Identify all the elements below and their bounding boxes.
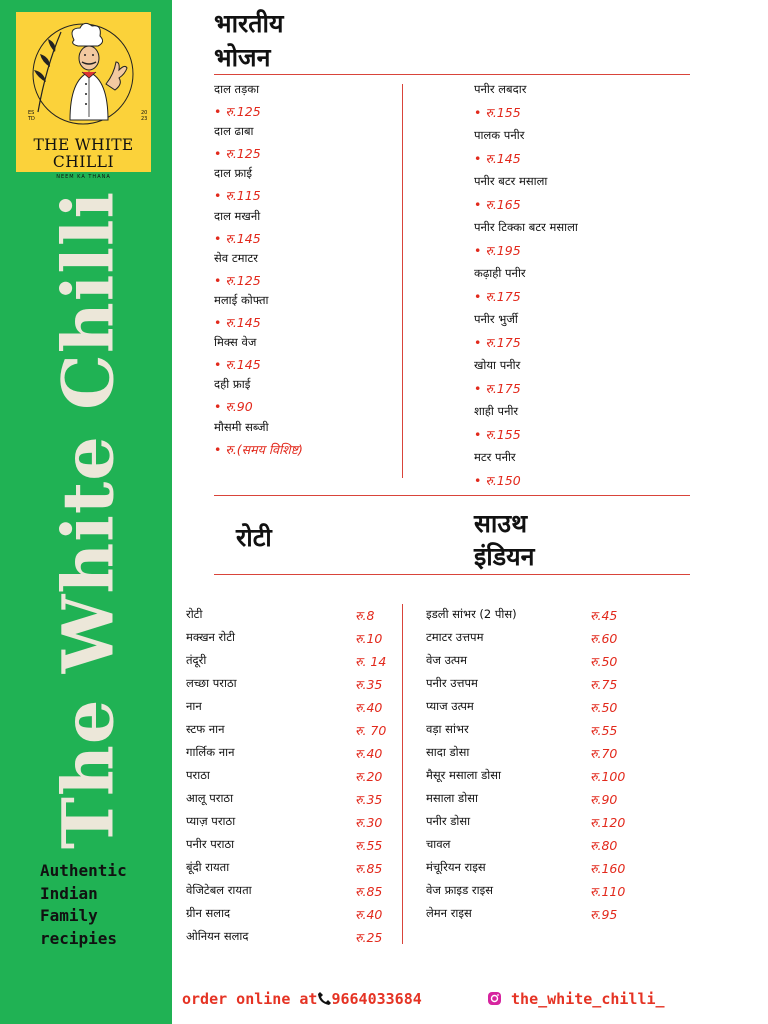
menu-item-name: ओनियन सलाद <box>186 929 249 943</box>
menu-item-price: रु.120 <box>590 815 626 830</box>
menu-item-name: मटर पनीर <box>474 450 516 464</box>
menu-item-name: दाल फ्राई <box>214 166 253 181</box>
order-online-line <box>182 990 422 1010</box>
menu-item-price: • रु.155 <box>474 105 521 120</box>
menu-item-price: • रु.165 <box>474 197 521 212</box>
menu-item-price: रु.85 <box>355 861 383 876</box>
menu-item-name: शाही पनीर <box>474 404 519 418</box>
south-section-title-line2: इंडियन <box>474 542 535 571</box>
menu-item-price: रु.25 <box>355 930 383 945</box>
menu-item-price: • रु.195 <box>474 243 521 258</box>
menu-item-price: • रु.175 <box>474 335 521 350</box>
menu-item-name: प्याज़ पराठा <box>186 814 236 828</box>
menu-item-name: मैसूर मसाला डोसा <box>426 768 501 782</box>
vertical-brand-title: The White Chilli <box>46 190 130 850</box>
tagline-line: recipies <box>40 928 118 948</box>
tagline-line: Indian <box>40 883 98 903</box>
menu-item-name: दाल तड़का <box>214 82 260 96</box>
instagram-line <box>487 990 665 1010</box>
menu-item-name: वेज फ्राइड राइस <box>426 883 493 897</box>
menu-item-price: • रु.145 <box>214 230 261 246</box>
section-divider <box>214 574 690 575</box>
menu-item-name: आलू पराठा <box>186 791 234 805</box>
menu-item-name: ग्रीन सलाद <box>186 906 231 920</box>
restaurant-logo <box>16 12 151 180</box>
menu-item-name: चावल <box>426 837 451 851</box>
menu-item-name: मसाला डोसा <box>426 791 478 805</box>
menu-item-price: रु.55 <box>590 723 618 738</box>
menu-item-price: रु.35 <box>355 677 383 692</box>
menu-item-price: • रु.150 <box>474 473 521 488</box>
logo-name-line1: THE WHITE <box>33 136 134 154</box>
section-divider <box>214 74 690 75</box>
menu-item-price: रु.60 <box>590 631 618 646</box>
menu-item-price: रु.90 <box>590 792 618 807</box>
menu-item-name: पनीर डोसा <box>426 814 471 828</box>
menu-item-price: रु.10 <box>355 631 383 646</box>
menu-item-name: तंदूरी <box>186 653 207 667</box>
menu-item-name: स्टफ नान <box>186 722 225 736</box>
tagline-line: Authentic <box>40 861 127 880</box>
menu-item-name: लेमन राइस <box>426 906 472 920</box>
roti-section-title: रोटी <box>236 523 272 552</box>
menu-item-price: • रु.125 <box>214 146 261 162</box>
menu-item-name: वेजिटेबल रायता <box>186 883 252 897</box>
menu-item-name: पराठा <box>186 768 210 782</box>
menu-item-price: रु.50 <box>590 654 618 669</box>
menu-item-name: मिक्स वेज <box>214 335 257 350</box>
menu-item-price: रु.40 <box>355 907 383 922</box>
menu-item-name: वड़ा सांभर <box>426 722 469 736</box>
menu-item-price: रु.30 <box>355 815 383 830</box>
menu-item-price: रु.45 <box>590 608 618 623</box>
menu-item-name: पनीर भुर्जी <box>474 312 518 326</box>
menu-item-price: • रु.115 <box>214 188 261 204</box>
menu-item-price: रु.55 <box>355 838 383 853</box>
menu-item-name: सेव टमाटर <box>214 250 258 265</box>
menu-item-price: रु.20 <box>355 769 383 784</box>
menu-item-name: पालक पनीर <box>474 128 525 142</box>
menu-item-price: रु.95 <box>590 907 618 922</box>
sidebar <box>0 0 172 1024</box>
menu-item-price: • रु.175 <box>474 289 521 304</box>
menu-item-name: मलाई कोफ्ता <box>214 293 269 307</box>
menu-item-name: इडली सांभर (2 पीस) <box>426 607 517 621</box>
menu-item-name: मंचूरियन राइस <box>426 860 486 874</box>
logo-subtitle: NEEM KA THANA <box>56 174 111 180</box>
section-divider <box>214 495 690 496</box>
menu-item-price: रु.70 <box>590 746 618 761</box>
menu-item-price: रु.85 <box>355 884 383 899</box>
phone-icon <box>317 991 331 1010</box>
logo-name-line2: CHILLI <box>52 153 115 171</box>
indian-section-title-line2: भोजन <box>214 43 271 72</box>
phone-number[interactable]: 9664033684 <box>331 990 422 1008</box>
menu-item-name: नान <box>186 699 202 713</box>
menu-item-price: रु. 70 <box>355 723 387 738</box>
menu-item-price: रु.50 <box>590 700 618 715</box>
menu-item-name: लच्छा पराठा <box>186 676 237 690</box>
column-divider <box>402 604 403 944</box>
menu-item-name: मक्खन रोटी <box>186 630 235 644</box>
menu-item-name: रोटी <box>186 607 203 621</box>
menu-item-name: दही फ्राई <box>214 377 251 392</box>
indian-section-title-line1: भारतीय <box>214 9 284 38</box>
menu-item-name: वेज उत्पम <box>426 653 468 667</box>
menu-item-price: रु.75 <box>590 677 618 692</box>
menu-item-price: रु.35 <box>355 792 383 807</box>
instagram-handle[interactable]: the_white_chilli_ <box>511 990 665 1008</box>
menu-item-price: रु.110 <box>590 884 626 899</box>
menu-item-name: सादा डोसा <box>426 745 470 759</box>
tagline <box>40 860 127 950</box>
menu-item-name: दाल मखनी <box>214 208 261 223</box>
menu-item-price: • रु.155 <box>474 427 521 442</box>
menu-item-name: मौसमी सब्जी <box>214 419 269 434</box>
menu-item-name: टमाटर उत्तपम <box>426 630 484 644</box>
menu-item-name: पनीर बटर मसाला <box>474 174 548 188</box>
menu-item-name: कढ़ाही पनीर <box>474 266 526 280</box>
menu-item-name: पनीर उत्तपम <box>426 676 478 690</box>
menu-item-price: रु.160 <box>590 861 626 876</box>
menu-item-price: रु.8 <box>355 608 375 623</box>
menu-item-price: • रु.125 <box>214 104 261 119</box>
menu-item-price: • रु.175 <box>474 381 521 396</box>
logo-est-left: ES TD <box>28 110 35 122</box>
south-section-title-line1: साउथ <box>474 509 528 538</box>
column-divider <box>402 84 403 478</box>
tagline-line: Family <box>40 906 98 925</box>
menu-item-name: बूंदी रायता <box>186 860 230 874</box>
menu-item-name: पनीर टिक्का बटर मसाला <box>474 220 578 234</box>
menu-item-price: • रु.125 <box>214 272 261 288</box>
menu-item-name: प्याज उत्पम <box>426 699 474 713</box>
menu-item-price: • रु.90 <box>214 399 253 415</box>
menu-item-price: • रु.145 <box>214 357 261 373</box>
menu-item-name: खोया पनीर <box>474 358 521 372</box>
menu-item-name: पनीर पराठा <box>186 837 235 851</box>
menu-item-price: • रु.145 <box>214 315 261 330</box>
menu-item-price: रु.100 <box>590 769 626 784</box>
menu-item-price: रु.40 <box>355 700 383 715</box>
menu-item-name: दाल ढाबा <box>214 124 254 139</box>
menu-item-name: पनीर लबदार <box>474 82 527 96</box>
menu-item-price: • रु.(समय विशिष्ट) <box>214 441 303 457</box>
logo-est-right: 20 23 <box>141 110 148 122</box>
instagram-icon <box>487 991 502 1010</box>
menu-item-name: गार्लिक नान <box>186 745 235 759</box>
menu-item-price: रु.40 <box>355 746 383 761</box>
menu-item-price: रु.80 <box>590 838 618 853</box>
menu-item-price: • रु.145 <box>474 151 521 166</box>
order-online-text: order online at <box>182 990 318 1008</box>
menu-item-price: रु. 14 <box>355 654 387 669</box>
